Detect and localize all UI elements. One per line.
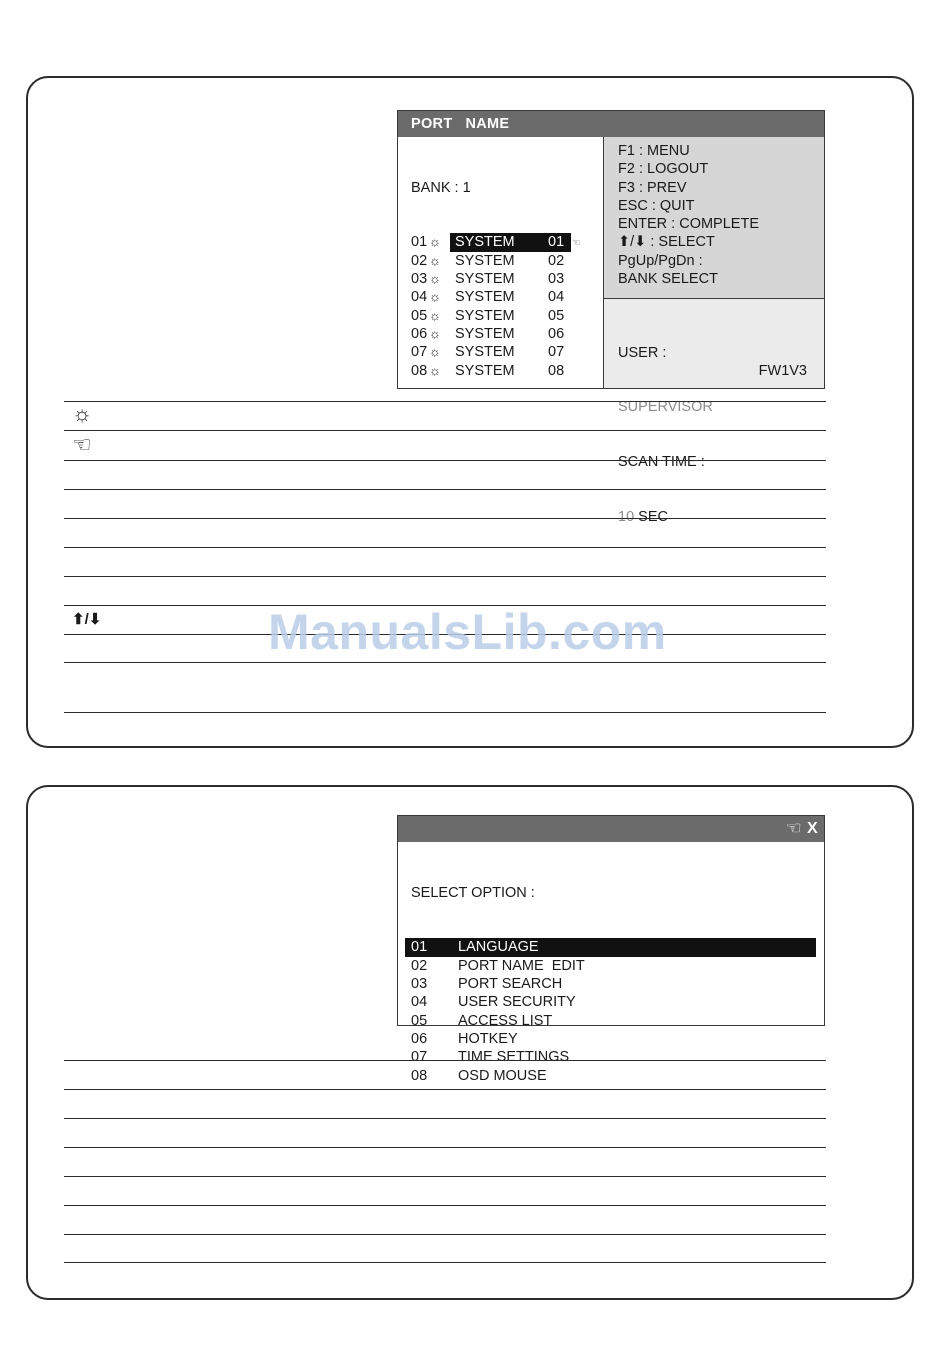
- port-index: 05: [548, 307, 565, 324]
- menu-item[interactable]: [405, 1012, 816, 1030]
- rule-line: [64, 547, 826, 548]
- key-help-line: ENTER : COMPLETE: [618, 216, 759, 233]
- menu-item-number: 02: [411, 957, 428, 974]
- key-help: [604, 137, 824, 299]
- menu-title: MAIN MENU: [428, 847, 524, 863]
- menu-item-number: 04: [411, 994, 428, 1011]
- osd-title: PORT NAME: [398, 111, 824, 137]
- rule-line: [64, 430, 826, 431]
- rule-line: [64, 1118, 826, 1119]
- osd-title: [398, 816, 824, 863]
- port-number: 06: [411, 325, 428, 342]
- port-row[interactable]: [411, 343, 601, 361]
- port-index: 02: [548, 252, 565, 269]
- hand-pointer-icon: ☜: [572, 238, 581, 250]
- rule-line: [64, 1089, 826, 1090]
- arrows-icon: ⬆/⬇: [72, 611, 102, 628]
- firmware-version: FW1V3: [758, 363, 807, 379]
- menu-item[interactable]: [405, 938, 816, 956]
- menu-item[interactable]: [405, 993, 816, 1011]
- port-name: SYSTEM: [455, 289, 515, 306]
- user-value: SUPERVISOR: [618, 399, 713, 416]
- hand-pointer-icon: ☜: [72, 432, 92, 457]
- port-number: 05: [411, 307, 428, 324]
- rule-line: [64, 576, 826, 577]
- menu-item-label: ACCESS LIST: [458, 1012, 553, 1029]
- menu-item-number: 08: [411, 1067, 428, 1084]
- rule-line: [64, 489, 826, 490]
- port-number: 07: [411, 344, 428, 361]
- menu-item[interactable]: [405, 1067, 816, 1085]
- rule-line: [64, 460, 826, 461]
- rule-line: [64, 1060, 826, 1061]
- menu-item[interactable]: [405, 957, 816, 975]
- rule-line: [64, 1205, 826, 1206]
- port-name: SYSTEM: [450, 233, 571, 251]
- user-label: USER :: [618, 344, 667, 361]
- menu-item-number: 06: [411, 1030, 428, 1047]
- rule-line: [64, 712, 826, 713]
- port-list: [411, 142, 601, 416]
- sun-icon: ☼: [72, 401, 93, 426]
- port-name: SYSTEM: [455, 362, 515, 379]
- status-area: [604, 299, 824, 526]
- menu-item-number: 01: [411, 939, 428, 956]
- menu-item[interactable]: [405, 1030, 816, 1048]
- port-row[interactable]: [411, 252, 601, 270]
- rule-line: [64, 1147, 826, 1148]
- port-row[interactable]: [411, 233, 601, 251]
- port-number: 03: [411, 271, 428, 288]
- menu-item-label: PORT NAME EDIT: [458, 957, 585, 974]
- port-index: 03: [548, 271, 565, 288]
- key-help-line: PgUp/PgDn :: [618, 252, 703, 269]
- scan-value: 10: [618, 509, 635, 526]
- menu-item-number: 03: [411, 976, 428, 993]
- key-help-line: F2 : LOGOUT: [618, 161, 709, 178]
- sun-icon: ☼: [429, 252, 441, 268]
- main-menu-osd: [397, 815, 825, 1084]
- port-row[interactable]: [411, 362, 601, 380]
- port-row[interactable]: [411, 288, 601, 306]
- menu-item[interactable]: [405, 1048, 816, 1066]
- menu-item-label: LANGUAGE: [458, 939, 539, 956]
- key-help-line: BANK SELECT: [618, 271, 718, 288]
- port-index: 01: [548, 234, 565, 251]
- sun-icon: ☼: [429, 362, 441, 378]
- port-name: SYSTEM: [455, 307, 515, 324]
- port-number: 02: [411, 252, 428, 269]
- rule-line: [64, 662, 826, 663]
- port-name: SYSTEM: [455, 252, 515, 269]
- port-number: 01: [411, 234, 428, 251]
- port-index: 08: [548, 362, 565, 379]
- rule-line: [64, 1176, 826, 1177]
- port-name: SYSTEM: [455, 271, 515, 288]
- port-index: 07: [548, 344, 565, 361]
- menu-item-label: PORT SEARCH: [458, 976, 563, 993]
- close-button[interactable]: X: [807, 820, 818, 837]
- menu-item-label: TIME SETTINGS: [458, 1049, 570, 1066]
- sun-icon: ☼: [429, 307, 441, 323]
- menu-item-label: HOTKEY: [458, 1030, 518, 1047]
- bank-label: BANK : 1: [411, 179, 471, 196]
- sun-icon: ☼: [429, 234, 441, 250]
- port-name: SYSTEM: [455, 344, 515, 361]
- key-help-line: F1 : MENU: [618, 143, 690, 159]
- menu-item-label: OSD MOUSE: [458, 1067, 547, 1084]
- port-row[interactable]: [411, 325, 601, 343]
- scan-unit: SEC: [634, 509, 668, 526]
- port-index: 04: [548, 289, 565, 306]
- menu-item-number: 07: [411, 1049, 428, 1066]
- sun-icon: ☼: [429, 325, 441, 341]
- port-number: 08: [411, 362, 428, 379]
- key-help-line: F3 : PREV: [618, 179, 687, 196]
- hand-pointer-icon[interactable]: ☜: [785, 818, 802, 838]
- rule-line: [64, 1262, 826, 1263]
- port-index: 06: [548, 325, 565, 342]
- port-row[interactable]: [411, 270, 601, 288]
- rule-line: [64, 518, 826, 519]
- menu-item-label: USER SECURITY: [458, 994, 576, 1011]
- port-name: SYSTEM: [455, 325, 515, 342]
- select-prompt: SELECT OPTION :: [411, 884, 535, 901]
- sun-icon: ☼: [429, 271, 441, 287]
- rule-line: [64, 1234, 826, 1235]
- sun-icon: ☼: [429, 344, 441, 360]
- port-number: 04: [411, 289, 428, 306]
- menu-item[interactable]: [405, 975, 816, 993]
- watermark: ManualsLib.com: [268, 604, 667, 660]
- key-help-line: ⬆/⬇ : SELECT: [618, 234, 715, 251]
- key-help-line: ESC : QUIT: [618, 197, 695, 214]
- port-row[interactable]: [411, 307, 601, 325]
- menu-item-number: 05: [411, 1012, 428, 1029]
- port-name-osd: [397, 110, 825, 526]
- rule-line: [64, 401, 826, 402]
- scan-label: SCAN TIME :: [618, 454, 705, 471]
- sun-icon: ☼: [429, 289, 441, 305]
